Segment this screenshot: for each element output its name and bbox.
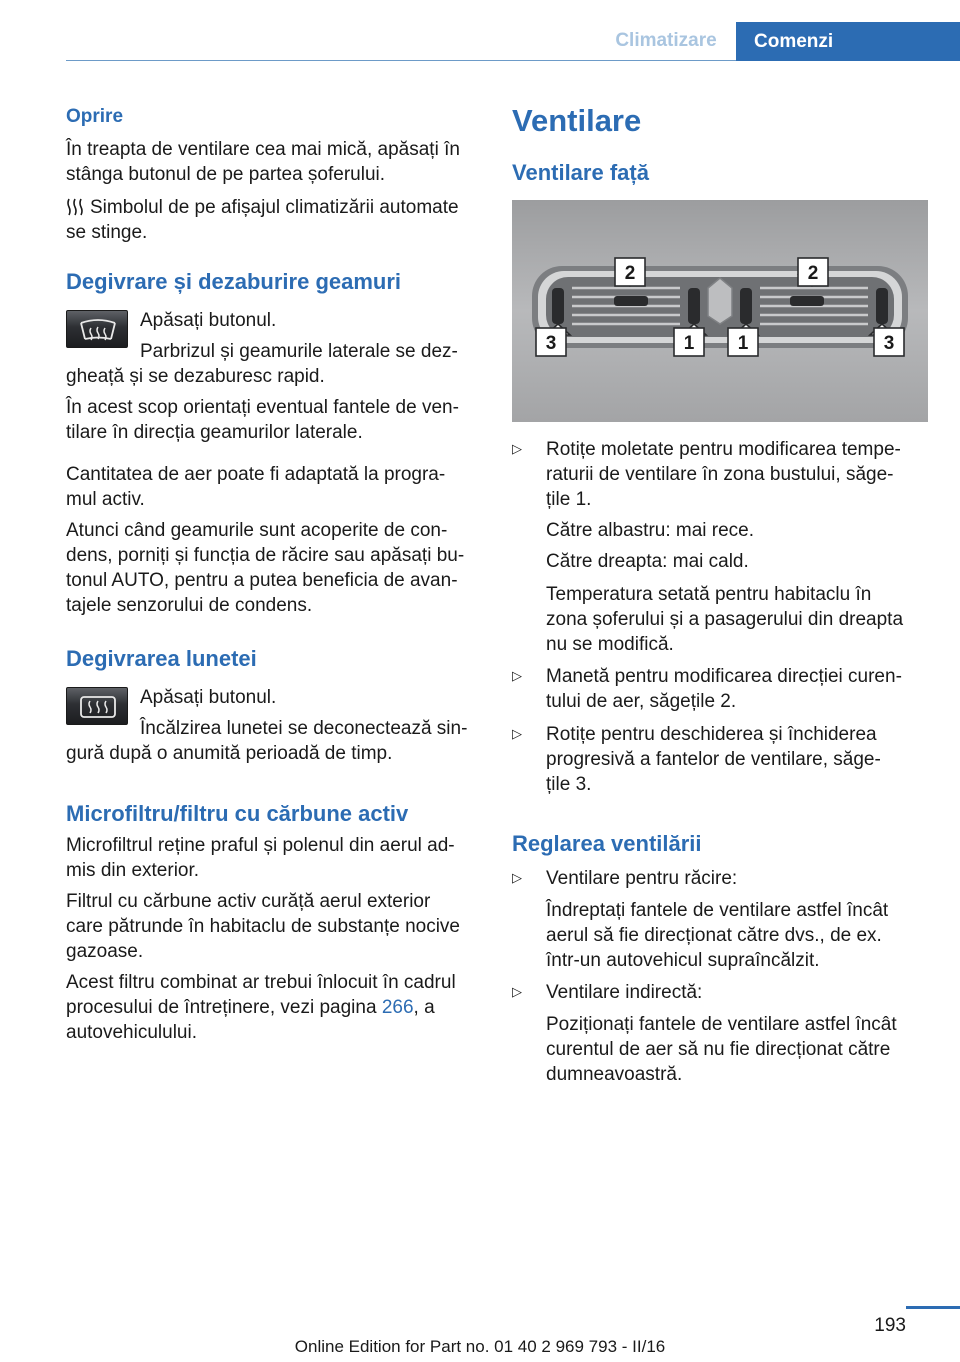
callout-2-left: 2 <box>624 263 636 284</box>
callout-2-right: 2 <box>807 263 819 284</box>
b1-line-3: țile 1. <box>546 489 592 510</box>
r2-sub-line-2: curentul de aer să nu fie direcționat către <box>546 1039 891 1060</box>
bullet-2-marker: ▷ <box>512 668 522 683</box>
b2-line-1: Manetă pentru modificarea direcției curen- <box>546 666 902 687</box>
cantitate-line-2: mul activ. <box>66 489 145 510</box>
degivrare-button-text: Apăsați butonul. <box>140 310 277 331</box>
symbol-line-1: Simbolul de pe afișajul climatizării automate <box>90 197 459 218</box>
callout-3-right: 3 <box>883 333 895 354</box>
atunci-line-1: Atunci când geamurile sunt acoperite de con- <box>66 520 448 541</box>
windshield-defrost-icon <box>67 311 129 349</box>
atunci-line-3: tonul AUTO, pentru a putea beneficia de avan- <box>66 570 458 591</box>
r2-sub-line-3: dumneavoastră. <box>546 1064 683 1085</box>
b1-sub-3-line-1: Temperatura setată pentru habitaclu în <box>546 584 872 605</box>
header-tab-comenzi[interactable] <box>736 22 960 61</box>
acest-line-3: autovehiculului. <box>66 1022 197 1043</box>
atunci-line-4: tajele senzorului de condens. <box>66 595 313 616</box>
orient-line-2: tilare în direcția geamurilor laterale. <box>66 422 363 443</box>
filtru-line-3: gazoase. <box>66 941 144 962</box>
callout-1-left: 1 <box>683 333 695 354</box>
r2-sub-line-1: Poziționați fantele de ventilare astfel încât <box>546 1014 897 1035</box>
b2-line-2: tului de aer, săgețile 2. <box>546 691 737 712</box>
degivrare-line-1: Parbrizul și geamurile laterale se dez- <box>140 341 458 362</box>
header-section-label[interactable]: Climatizare <box>615 30 717 51</box>
b1-sub-2: Către dreapta: mai cald. <box>546 551 749 572</box>
heading-luneta: Degivrarea lunetei <box>66 646 257 671</box>
b1-sub-1: Către albastru: mai rece. <box>546 520 755 541</box>
page-number: 193 <box>874 1315 906 1336</box>
heading-oprire: Oprire <box>66 106 124 127</box>
acest-line-1: Acest filtru combinat ar trebui înlocuit în cadrul <box>66 972 456 993</box>
rear-window-defrost-icon <box>67 688 129 726</box>
b3-line-1: Rotițe pentru deschiderea și închiderea <box>546 724 877 745</box>
b1-line-2: raturii de ventilare în zona bustului, săge- <box>546 464 894 485</box>
b1-line-1: Rotițe moletate pentru modificarea tempe- <box>546 439 901 460</box>
r1-line: Ventilare pentru răcire: <box>546 868 738 889</box>
orient-line-1: În acest scop orientați eventual fantele de ven- <box>66 397 459 418</box>
bullet-r2-marker: ▷ <box>512 984 522 999</box>
micro-line-1: Microfiltrul reține praful și polenul din aerul ad- <box>66 835 455 856</box>
acest-line-2-post: , a <box>413 997 435 1018</box>
r1-sub-line-3: într-un autovehicul supraîncălzit. <box>546 950 820 971</box>
vents-illustration <box>512 200 928 422</box>
acest-line-2 <box>66 995 435 1020</box>
callout-1-right: 1 <box>737 333 749 354</box>
cantitate-line-1: Cantitatea de aer poate fi adaptată la progra- <box>66 464 446 485</box>
rear-defrost-button-image <box>66 687 128 725</box>
degivrare-line-2: gheață și se dezaburesc rapid. <box>66 366 325 387</box>
luneta-button-text: Apăsați butonul. <box>140 687 277 708</box>
micro-line-2: mis din exterior. <box>66 860 200 881</box>
page-link-266[interactable]: 266 <box>381 997 414 1018</box>
luneta-line-2: gură după o anumită perioadă de timp. <box>66 743 393 764</box>
b3-line-2: progresivă a fantelor de ventilare, săge- <box>546 749 881 770</box>
oprire-line-2: stânga butonul de pe partea șoferului. <box>66 164 386 185</box>
atunci-line-2: dens, porniți și funcția de răcire sau apăsați bu- <box>66 545 465 566</box>
callout-3-left: 3 <box>545 333 557 354</box>
bullet-1-marker: ▷ <box>512 441 522 456</box>
luneta-line-1: Încălzirea lunetei se deconectează sin- <box>140 718 468 739</box>
dashboard-vents-photo <box>512 200 928 422</box>
b1-sub-3-line-3: nu se modifică. <box>546 634 674 655</box>
filtru-line-1: Filtrul cu cărbune activ curăță aerul exterior <box>66 891 431 912</box>
oprire-line-1: În treapta de ventilare cea mai mică, apăsați în <box>66 139 460 160</box>
footer-edition: Online Edition for Part no. 01 40 2 969 793 - II/16 <box>294 1337 666 1356</box>
r2-line: Ventilare indirectă: <box>546 982 703 1003</box>
filtru-line-2: care pătrunde în habitaclu de substanțe nocive <box>66 916 460 937</box>
r1-sub-line-1: Îndreptați fantele de ventilare astfel încât <box>546 900 889 921</box>
bullet-r1-marker: ▷ <box>512 870 522 885</box>
bullet-3-marker: ▷ <box>512 726 522 741</box>
footer-rule <box>906 1306 960 1309</box>
r1-sub-line-2: aerul să fie direcționat către dvs., de ex. <box>546 925 882 946</box>
heading-degivrare: Degivrare și dezaburire geamuri <box>66 269 402 294</box>
acest-line-2-pre: procesului de întreținere, vezi pagina <box>66 997 382 1018</box>
heading-microfiltru: Microfiltru/filtru cu cărbune activ <box>66 801 409 826</box>
fan-off-icon <box>66 198 84 216</box>
b1-sub-3-line-2: zona șoferului și a pasagerului din dreapta <box>546 609 904 630</box>
b3-line-3: țile 3. <box>546 774 592 795</box>
header-tab-label: Comenzi <box>754 31 834 52</box>
heading-ventilare: Ventilare <box>512 103 642 138</box>
defrost-windshield-button-image <box>66 310 128 348</box>
symbol-line-2: se stinge. <box>66 222 148 243</box>
heading-reglare: Reglarea ventilării <box>512 831 702 856</box>
heading-ventilare-fata: Ventilare față <box>512 160 649 185</box>
